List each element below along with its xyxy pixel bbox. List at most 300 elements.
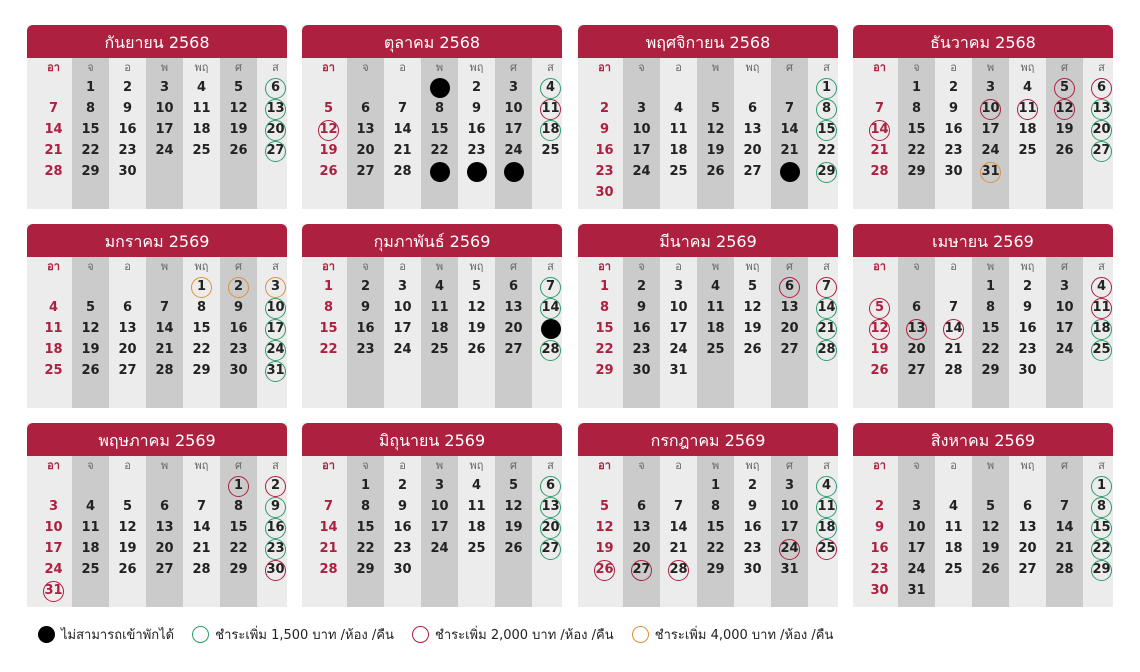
day-cell[interactable]: 10 bbox=[907, 520, 926, 535]
day-cell[interactable]: 11 bbox=[532, 99, 562, 119]
day-cell[interactable]: 17 bbox=[44, 541, 63, 556]
day-cell[interactable]: 23 bbox=[743, 541, 762, 556]
day-cell[interactable]: 6 bbox=[911, 300, 922, 315]
day-cell[interactable]: 22 bbox=[430, 143, 449, 158]
day-cell[interactable]: 22 bbox=[229, 541, 248, 556]
day-cell[interactable]: 7 bbox=[532, 277, 562, 297]
day-cell[interactable]: 9 bbox=[397, 499, 408, 514]
day-cell[interactable]: 19 bbox=[981, 541, 1000, 556]
day-cell[interactable]: 21 bbox=[393, 143, 412, 158]
day-cell[interactable]: 1 bbox=[1083, 476, 1113, 496]
day-cell[interactable]: 6 bbox=[771, 277, 808, 297]
day-cell[interactable]: 14 bbox=[319, 520, 338, 535]
day-cell[interactable]: 22 bbox=[706, 541, 725, 556]
day-cell[interactable]: 19 bbox=[743, 321, 762, 336]
day-cell[interactable]: 4 bbox=[1083, 277, 1113, 297]
day-cell[interactable]: 18 bbox=[81, 541, 100, 556]
day-cell[interactable]: 11 bbox=[192, 101, 211, 116]
day-cell[interactable]: 1 bbox=[710, 478, 721, 493]
day-cell[interactable]: 24 bbox=[393, 342, 412, 357]
day-cell[interactable]: 2 bbox=[471, 80, 482, 95]
day-cell[interactable]: 30 bbox=[944, 164, 963, 179]
day-cell[interactable]: 18 bbox=[808, 518, 838, 538]
day-cell[interactable]: 16 bbox=[870, 541, 889, 556]
day-cell[interactable]: 11 bbox=[669, 122, 688, 137]
day-cell[interactable]: 29 bbox=[1083, 560, 1113, 580]
day-cell[interactable]: 19 bbox=[467, 321, 486, 336]
day-cell[interactable]: 22 bbox=[981, 342, 1000, 357]
day-cell[interactable]: 6 bbox=[1083, 78, 1113, 98]
day-cell[interactable]: 21 bbox=[192, 541, 211, 556]
day-cell[interactable]: 9 bbox=[874, 520, 885, 535]
day-cell[interactable]: 23 bbox=[356, 342, 375, 357]
day-cell[interactable]: 30 bbox=[743, 562, 762, 577]
day-cell[interactable]: 15 bbox=[907, 122, 926, 137]
day-cell[interactable]: 25 bbox=[192, 143, 211, 158]
day-cell[interactable]: 21 bbox=[319, 541, 338, 556]
day-cell[interactable]: 28 bbox=[393, 164, 412, 179]
day-cell[interactable]: 25 bbox=[44, 363, 63, 378]
day-cell[interactable]: 3 bbox=[508, 80, 519, 95]
day-cell[interactable]: 14 bbox=[44, 122, 63, 137]
day-cell[interactable]: 18 bbox=[1018, 122, 1037, 137]
day-cell[interactable]: 8 bbox=[808, 99, 838, 119]
day-cell[interactable]: 8 bbox=[1083, 497, 1113, 517]
day-cell[interactable]: 7 bbox=[874, 101, 885, 116]
day-cell[interactable]: 5 bbox=[710, 101, 721, 116]
day-cell[interactable]: 4 bbox=[196, 80, 207, 95]
day-cell[interactable]: 28 bbox=[1055, 562, 1074, 577]
day-cell[interactable]: 10 bbox=[972, 99, 1009, 119]
day-cell[interactable]: 14 bbox=[192, 520, 211, 535]
day-cell[interactable]: 15 bbox=[1083, 518, 1113, 538]
day-cell[interactable]: 26 bbox=[118, 562, 137, 577]
day-cell[interactable]: 26 bbox=[743, 342, 762, 357]
day-cell[interactable]: 7 bbox=[323, 499, 334, 514]
day-cell[interactable]: 28 bbox=[660, 560, 697, 580]
day-cell[interactable]: 22 bbox=[192, 342, 211, 357]
day-cell[interactable]: 20 bbox=[1083, 120, 1113, 140]
day-cell[interactable]: 20 bbox=[1018, 541, 1037, 556]
day-cell[interactable]: 4 bbox=[710, 279, 721, 294]
day-cell[interactable]: 14 bbox=[780, 122, 799, 137]
day-cell[interactable]: 2 bbox=[636, 279, 647, 294]
day-cell[interactable]: 3 bbox=[397, 279, 408, 294]
day-cell[interactable]: 12 bbox=[118, 520, 137, 535]
day-cell[interactable]: 23 bbox=[1018, 342, 1037, 357]
day-cell[interactable]: 17 bbox=[1055, 321, 1074, 336]
day-cell[interactable]: 27 bbox=[532, 539, 562, 559]
day-cell[interactable]: 12 bbox=[229, 101, 248, 116]
day-cell[interactable]: 17 bbox=[981, 122, 1000, 137]
day-cell[interactable]: 25 bbox=[669, 164, 688, 179]
day-cell[interactable]: 26 bbox=[586, 560, 623, 580]
day-cell[interactable]: 13 bbox=[118, 321, 137, 336]
day-cell[interactable]: 25 bbox=[467, 541, 486, 556]
day-cell[interactable]: 2 bbox=[257, 476, 287, 496]
day-cell[interactable]: 21 bbox=[44, 143, 63, 158]
day-cell[interactable]: 6 bbox=[508, 279, 519, 294]
day-cell[interactable]: 30 bbox=[118, 164, 137, 179]
day-cell[interactable]: 9 bbox=[636, 300, 647, 315]
day-cell[interactable]: 27 bbox=[504, 342, 523, 357]
day-cell[interactable]: 30 bbox=[870, 583, 889, 598]
day-cell[interactable]: 31 bbox=[780, 562, 799, 577]
day-cell[interactable]: 25 bbox=[944, 562, 963, 577]
day-cell[interactable]: 25 bbox=[1083, 340, 1113, 360]
day-cell[interactable]: 23 bbox=[870, 562, 889, 577]
day-cell[interactable]: 7 bbox=[784, 101, 795, 116]
day-cell[interactable]: 8 bbox=[911, 101, 922, 116]
day-cell[interactable] bbox=[421, 162, 458, 182]
day-cell[interactable]: 11 bbox=[706, 300, 725, 315]
day-cell[interactable]: 11 bbox=[1009, 99, 1046, 119]
day-cell[interactable]: 31 bbox=[35, 581, 72, 601]
day-cell[interactable]: 23 bbox=[257, 539, 287, 559]
day-cell[interactable]: 15 bbox=[981, 321, 1000, 336]
day-cell[interactable]: 27 bbox=[1018, 562, 1037, 577]
day-cell[interactable]: 4 bbox=[85, 499, 96, 514]
day-cell[interactable]: 13 bbox=[780, 300, 799, 315]
day-cell[interactable]: 17 bbox=[780, 520, 799, 535]
day-cell[interactable]: 17 bbox=[504, 122, 523, 137]
day-cell[interactable]: 17 bbox=[632, 143, 651, 158]
day-cell[interactable]: 10 bbox=[504, 101, 523, 116]
day-cell[interactable]: 25 bbox=[808, 539, 838, 559]
day-cell[interactable]: 17 bbox=[257, 319, 287, 339]
day-cell[interactable]: 28 bbox=[192, 562, 211, 577]
day-cell[interactable]: 30 bbox=[595, 185, 614, 200]
day-cell[interactable]: 22 bbox=[1083, 539, 1113, 559]
day-cell[interactable]: 9 bbox=[233, 300, 244, 315]
day-cell[interactable]: 25 bbox=[541, 143, 560, 158]
day-cell[interactable]: 23 bbox=[229, 342, 248, 357]
day-cell[interactable]: 24 bbox=[155, 143, 174, 158]
day-cell[interactable]: 21 bbox=[669, 541, 688, 556]
day-cell[interactable]: 22 bbox=[907, 143, 926, 158]
day-cell[interactable]: 16 bbox=[356, 321, 375, 336]
day-cell[interactable]: 19 bbox=[1055, 122, 1074, 137]
day-cell[interactable]: 31 bbox=[669, 363, 688, 378]
day-cell[interactable]: 11 bbox=[44, 321, 63, 336]
day-cell[interactable]: 18 bbox=[944, 541, 963, 556]
day-cell[interactable]: 24 bbox=[669, 342, 688, 357]
day-cell[interactable]: 9 bbox=[1022, 300, 1033, 315]
day-cell[interactable]: 31 bbox=[257, 361, 287, 381]
day-cell[interactable]: 5 bbox=[233, 80, 244, 95]
day-cell[interactable]: 12 bbox=[310, 120, 347, 140]
day-cell[interactable]: 16 bbox=[944, 122, 963, 137]
day-cell[interactable]: 26 bbox=[229, 143, 248, 158]
day-cell[interactable]: 25 bbox=[706, 342, 725, 357]
day-cell[interactable]: 3 bbox=[159, 80, 170, 95]
day-cell[interactable]: 29 bbox=[192, 363, 211, 378]
day-cell[interactable]: 1 bbox=[911, 80, 922, 95]
day-cell[interactable]: 13 bbox=[155, 520, 174, 535]
day-cell[interactable]: 3 bbox=[673, 279, 684, 294]
day-cell[interactable]: 5 bbox=[861, 298, 898, 318]
day-cell[interactable]: 3 bbox=[257, 277, 287, 297]
day-cell[interactable]: 30 bbox=[1018, 363, 1037, 378]
day-cell[interactable]: 10 bbox=[669, 300, 688, 315]
day-cell[interactable]: 5 bbox=[599, 499, 610, 514]
day-cell[interactable]: 6 bbox=[360, 101, 371, 116]
day-cell[interactable]: 2 bbox=[747, 478, 758, 493]
day-cell[interactable]: 22 bbox=[817, 143, 836, 158]
day-cell[interactable]: 6 bbox=[159, 499, 170, 514]
day-cell[interactable]: 30 bbox=[257, 560, 287, 580]
day-cell[interactable]: 28 bbox=[870, 164, 889, 179]
day-cell[interactable]: 1 bbox=[985, 279, 996, 294]
day-cell[interactable]: 20 bbox=[907, 342, 926, 357]
day-cell[interactable]: 7 bbox=[948, 300, 959, 315]
day-cell[interactable]: 16 bbox=[467, 122, 486, 137]
day-cell[interactable]: 5 bbox=[985, 499, 996, 514]
day-cell[interactable]: 2 bbox=[397, 478, 408, 493]
day-cell[interactable]: 5 bbox=[471, 279, 482, 294]
day-cell[interactable]: 5 bbox=[323, 101, 334, 116]
day-cell[interactable]: 2 bbox=[220, 277, 257, 297]
day-cell[interactable]: 19 bbox=[595, 541, 614, 556]
day-cell[interactable]: 10 bbox=[155, 101, 174, 116]
day-cell[interactable]: 20 bbox=[632, 541, 651, 556]
day-cell[interactable]: 23 bbox=[467, 143, 486, 158]
day-cell[interactable]: 24 bbox=[504, 143, 523, 158]
day-cell[interactable]: 7 bbox=[397, 101, 408, 116]
day-cell[interactable]: 10 bbox=[44, 520, 63, 535]
day-cell[interactable]: 13 bbox=[532, 497, 562, 517]
day-cell[interactable]: 5 bbox=[1046, 78, 1083, 98]
day-cell[interactable]: 11 bbox=[81, 520, 100, 535]
day-cell[interactable]: 20 bbox=[257, 120, 287, 140]
day-cell[interactable]: 9 bbox=[948, 101, 959, 116]
day-cell[interactable]: 3 bbox=[1059, 279, 1070, 294]
day-cell[interactable]: 27 bbox=[623, 560, 660, 580]
day-cell[interactable]: 27 bbox=[118, 363, 137, 378]
day-cell[interactable]: 5 bbox=[508, 478, 519, 493]
day-cell[interactable]: 14 bbox=[669, 520, 688, 535]
day-cell[interactable]: 23 bbox=[944, 143, 963, 158]
day-cell[interactable]: 17 bbox=[393, 321, 412, 336]
day-cell[interactable]: 3 bbox=[434, 478, 445, 493]
day-cell[interactable]: 24 bbox=[771, 539, 808, 559]
day-cell[interactable]: 4 bbox=[673, 101, 684, 116]
day-cell[interactable]: 12 bbox=[81, 321, 100, 336]
day-cell[interactable]: 14 bbox=[935, 319, 972, 339]
day-cell[interactable]: 16 bbox=[118, 122, 137, 137]
day-cell[interactable]: 15 bbox=[319, 321, 338, 336]
day-cell[interactable]: 1 bbox=[808, 78, 838, 98]
day-cell[interactable]: 16 bbox=[1018, 321, 1037, 336]
day-cell[interactable]: 21 bbox=[944, 342, 963, 357]
day-cell[interactable] bbox=[532, 319, 562, 339]
day-cell[interactable]: 20 bbox=[743, 143, 762, 158]
day-cell[interactable]: 28 bbox=[155, 363, 174, 378]
day-cell[interactable]: 29 bbox=[595, 363, 614, 378]
day-cell[interactable]: 12 bbox=[743, 300, 762, 315]
day-cell[interactable]: 11 bbox=[944, 520, 963, 535]
day-cell[interactable]: 21 bbox=[155, 342, 174, 357]
day-cell[interactable]: 2 bbox=[599, 101, 610, 116]
day-cell[interactable]: 1 bbox=[599, 279, 610, 294]
day-cell[interactable]: 14 bbox=[861, 120, 898, 140]
day-cell[interactable]: 26 bbox=[981, 562, 1000, 577]
day-cell[interactable]: 6 bbox=[122, 300, 133, 315]
day-cell[interactable]: 8 bbox=[85, 101, 96, 116]
day-cell[interactable]: 13 bbox=[257, 99, 287, 119]
day-cell[interactable]: 29 bbox=[81, 164, 100, 179]
day-cell[interactable]: 7 bbox=[48, 101, 59, 116]
day-cell[interactable]: 4 bbox=[808, 476, 838, 496]
day-cell[interactable]: 24 bbox=[430, 541, 449, 556]
day-cell[interactable]: 16 bbox=[632, 321, 651, 336]
day-cell[interactable]: 29 bbox=[229, 562, 248, 577]
day-cell[interactable]: 13 bbox=[504, 300, 523, 315]
day-cell[interactable]: 6 bbox=[532, 476, 562, 496]
day-cell[interactable]: 18 bbox=[430, 321, 449, 336]
day-cell[interactable]: 4 bbox=[1022, 80, 1033, 95]
day-cell[interactable]: 15 bbox=[81, 122, 100, 137]
day-cell[interactable]: 27 bbox=[743, 164, 762, 179]
day-cell[interactable]: 15 bbox=[192, 321, 211, 336]
day-cell[interactable]: 8 bbox=[196, 300, 207, 315]
day-cell[interactable]: 7 bbox=[159, 300, 170, 315]
day-cell[interactable]: 31 bbox=[907, 583, 926, 598]
day-cell[interactable]: 26 bbox=[467, 342, 486, 357]
day-cell[interactable]: 16 bbox=[257, 518, 287, 538]
day-cell[interactable]: 18 bbox=[706, 321, 725, 336]
day-cell[interactable]: 26 bbox=[870, 363, 889, 378]
day-cell[interactable]: 16 bbox=[393, 520, 412, 535]
day-cell[interactable]: 11 bbox=[467, 499, 486, 514]
day-cell[interactable]: 4 bbox=[48, 300, 59, 315]
day-cell[interactable]: 21 bbox=[808, 319, 838, 339]
day-cell[interactable]: 8 bbox=[985, 300, 996, 315]
day-cell[interactable] bbox=[458, 162, 495, 182]
day-cell[interactable]: 4 bbox=[434, 279, 445, 294]
day-cell[interactable]: 15 bbox=[430, 122, 449, 137]
day-cell[interactable]: 30 bbox=[229, 363, 248, 378]
day-cell[interactable]: 27 bbox=[356, 164, 375, 179]
day-cell[interactable]: 8 bbox=[434, 101, 445, 116]
day-cell[interactable]: 7 bbox=[673, 499, 684, 514]
day-cell[interactable]: 12 bbox=[504, 499, 523, 514]
day-cell[interactable]: 24 bbox=[981, 143, 1000, 158]
day-cell[interactable]: 10 bbox=[257, 298, 287, 318]
day-cell[interactable]: 1 bbox=[360, 478, 371, 493]
day-cell[interactable]: 16 bbox=[229, 321, 248, 336]
day-cell[interactable]: 12 bbox=[861, 319, 898, 339]
day-cell[interactable]: 27 bbox=[1083, 141, 1113, 161]
day-cell[interactable]: 13 bbox=[743, 122, 762, 137]
day-cell[interactable]: 23 bbox=[393, 541, 412, 556]
day-cell[interactable]: 8 bbox=[233, 499, 244, 514]
day-cell[interactable]: 9 bbox=[599, 122, 610, 137]
day-cell[interactable]: 1 bbox=[220, 476, 257, 496]
day-cell[interactable]: 26 bbox=[706, 164, 725, 179]
day-cell[interactable]: 16 bbox=[743, 520, 762, 535]
day-cell[interactable]: 23 bbox=[118, 143, 137, 158]
day-cell[interactable]: 22 bbox=[595, 342, 614, 357]
day-cell[interactable]: 28 bbox=[944, 363, 963, 378]
day-cell[interactable]: 30 bbox=[632, 363, 651, 378]
day-cell[interactable]: 15 bbox=[706, 520, 725, 535]
day-cell[interactable]: 11 bbox=[430, 300, 449, 315]
day-cell[interactable]: 18 bbox=[669, 143, 688, 158]
day-cell[interactable]: 6 bbox=[747, 101, 758, 116]
day-cell[interactable]: 27 bbox=[780, 342, 799, 357]
day-cell[interactable]: 22 bbox=[81, 143, 100, 158]
day-cell[interactable]: 8 bbox=[599, 300, 610, 315]
day-cell[interactable]: 3 bbox=[636, 101, 647, 116]
day-cell[interactable]: 14 bbox=[1055, 520, 1074, 535]
day-cell[interactable]: 19 bbox=[118, 541, 137, 556]
day-cell[interactable]: 4 bbox=[948, 499, 959, 514]
day-cell[interactable]: 20 bbox=[118, 342, 137, 357]
day-cell[interactable]: 15 bbox=[229, 520, 248, 535]
day-cell[interactable]: 18 bbox=[467, 520, 486, 535]
day-cell[interactable]: 1 bbox=[85, 80, 96, 95]
day-cell[interactable]: 6 bbox=[1022, 499, 1033, 514]
day-cell[interactable]: 17 bbox=[669, 321, 688, 336]
day-cell[interactable]: 7 bbox=[808, 277, 838, 297]
day-cell[interactable]: 29 bbox=[907, 164, 926, 179]
day-cell[interactable]: 16 bbox=[595, 143, 614, 158]
day-cell[interactable]: 26 bbox=[1055, 143, 1074, 158]
day-cell[interactable]: 13 bbox=[356, 122, 375, 137]
day-cell[interactable]: 10 bbox=[430, 499, 449, 514]
day-cell[interactable]: 14 bbox=[155, 321, 174, 336]
day-cell[interactable]: 1 bbox=[183, 277, 220, 297]
day-cell[interactable]: 28 bbox=[808, 340, 838, 360]
day-cell[interactable]: 8 bbox=[360, 499, 371, 514]
day-cell[interactable]: 19 bbox=[81, 342, 100, 357]
day-cell[interactable]: 6 bbox=[257, 78, 287, 98]
day-cell[interactable]: 4 bbox=[471, 478, 482, 493]
day-cell[interactable]: 5 bbox=[747, 279, 758, 294]
day-cell[interactable]: 15 bbox=[595, 321, 614, 336]
day-cell[interactable]: 22 bbox=[319, 342, 338, 357]
day-cell[interactable]: 26 bbox=[504, 541, 523, 556]
day-cell[interactable]: 24 bbox=[632, 164, 651, 179]
day-cell[interactable]: 21 bbox=[1055, 541, 1074, 556]
day-cell[interactable]: 7 bbox=[1059, 499, 1070, 514]
day-cell[interactable]: 29 bbox=[706, 562, 725, 577]
day-cell[interactable]: 20 bbox=[155, 541, 174, 556]
day-cell[interactable]: 29 bbox=[808, 162, 838, 182]
day-cell[interactable]: 21 bbox=[870, 143, 889, 158]
day-cell[interactable]: 24 bbox=[44, 562, 63, 577]
day-cell[interactable]: 24 bbox=[907, 562, 926, 577]
day-cell[interactable]: 13 bbox=[1018, 520, 1037, 535]
day-cell[interactable]: 28 bbox=[44, 164, 63, 179]
day-cell[interactable]: 2 bbox=[1022, 279, 1033, 294]
day-cell[interactable]: 18 bbox=[1083, 319, 1113, 339]
day-cell[interactable]: 3 bbox=[911, 499, 922, 514]
day-cell[interactable]: 6 bbox=[636, 499, 647, 514]
day-cell[interactable]: 3 bbox=[48, 499, 59, 514]
day-cell[interactable]: 19 bbox=[229, 122, 248, 137]
day-cell[interactable]: 9 bbox=[257, 497, 287, 517]
day-cell[interactable]: 5 bbox=[85, 300, 96, 315]
day-cell[interactable]: 19 bbox=[870, 342, 889, 357]
day-cell[interactable] bbox=[495, 162, 532, 182]
day-cell[interactable]: 19 bbox=[319, 143, 338, 158]
day-cell[interactable]: 17 bbox=[155, 122, 174, 137]
day-cell[interactable]: 8 bbox=[323, 300, 334, 315]
day-cell[interactable]: 18 bbox=[192, 122, 211, 137]
day-cell[interactable]: 25 bbox=[1018, 143, 1037, 158]
